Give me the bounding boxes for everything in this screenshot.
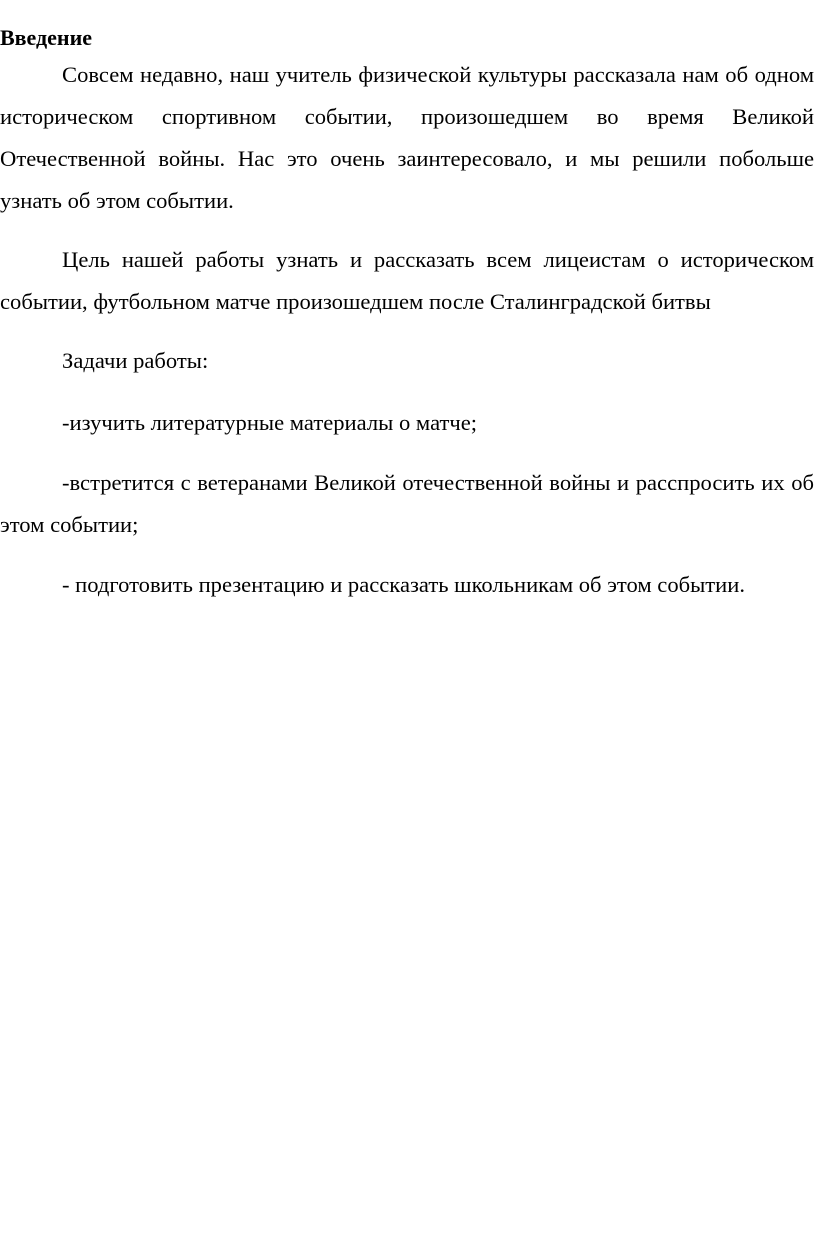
task-item-presentation: - подготовить презентацию и рассказать школьникам об этом событии. [62, 572, 745, 597]
task-item-veterans: -встретится с ветеранами Великой отечественной войны и расспросить их об этом событии; [0, 470, 814, 537]
task-item-literature: -изучить литературные материалы о матче; [62, 410, 478, 435]
goal-paragraph: Цель нашей работы узнать и рассказать всем лицеистам о историческом событии, футбольном матче произошедшем после Сталинградской битвы [0, 247, 814, 314]
intro-paragraph: Совсем недавно, наш учитель физической культуры рассказала нам об одном историческом спортивном событии, произошедшем во время Великой Отечественной войны. Нас это очень заинтересовало, и мы решили побольше узнать об этом событии. [0, 62, 814, 213]
tasks-title: Задачи работы: [62, 348, 209, 373]
section-heading: Введение [0, 25, 93, 50]
